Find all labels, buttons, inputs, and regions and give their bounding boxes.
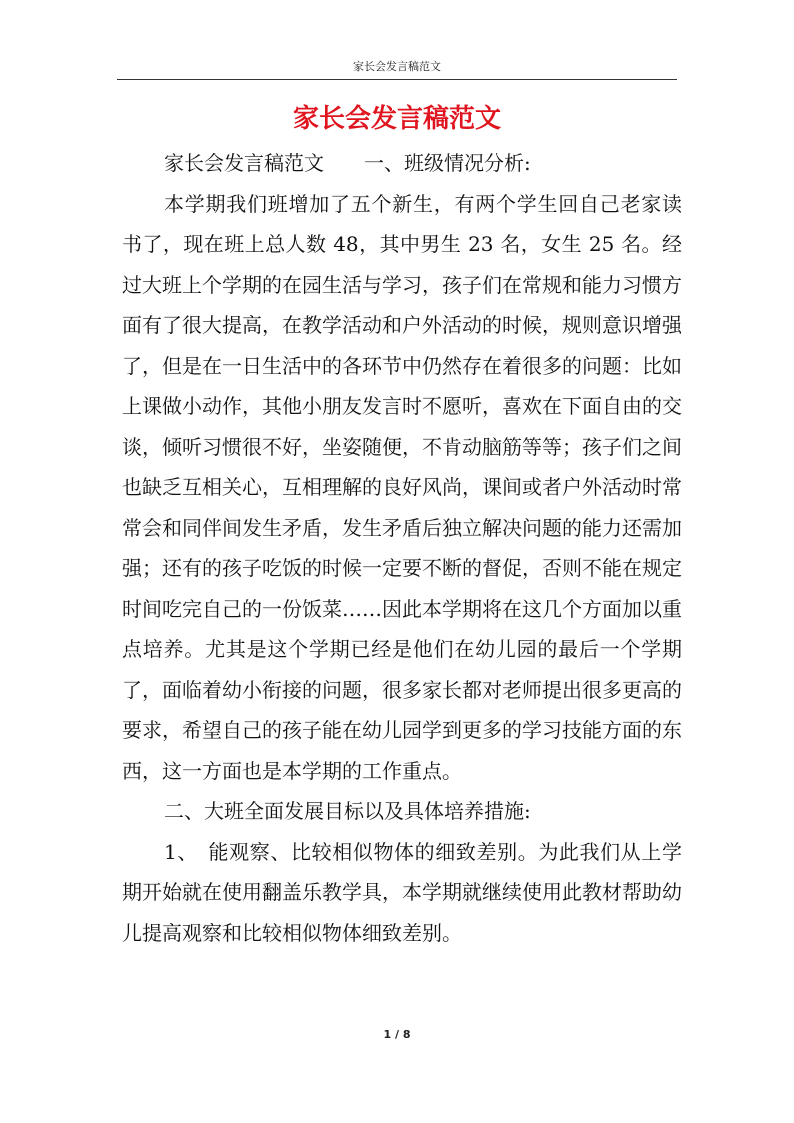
section-heading-paragraph: 二、大班全面发展目标以及具体培养措施: [164, 799, 531, 823]
header-divider [117, 79, 677, 80]
page-number: 1 / 8 [383, 1028, 411, 1041]
running-header: 家长会发言稿范文 [353, 60, 441, 73]
document-body [122, 143, 682, 953]
section-heading-paragraph: 家长会发言稿范文 一、班级情况分析: [164, 151, 531, 175]
class-analysis-paragraph: 本学期我们班增加了五个新生，有两个学生回自己老家读书了，现在班上总人数 48，其中男生 23 名，女生 25 名。经过大班上个学期的在园生活与学习，孩子们在常规和能力习惯方面有了很大提高，在教学活动和户外活动的时候，规则意识增强了，但是在一日生活中的各环节中仍然存在着很多的问题：比如上课做小动作，其他小朋友发言时不愿听，喜欢在下面自由的交谈，倾听习惯很不好，坐姿随便，不肯动脑筋等等；孩子们之间也缺乏互相关心，互相理解的良好风尚，课间或者户外活动时常常会和同伴间发生矛盾，发生矛盾后独立解决问题的能力还需加强；还有的孩子吃饭的时候一定要不断的督促，否则不能在规定时间吃完自己的一份饭菜……因此本学期将在这几个方面加以重点培养。尤其是这个学期已经是他们在幼儿园的最后一个学期了，面临着幼小衔接的问题，很多家长都对老师提出很多更高的要求，希望自己的孩子能在幼儿园学到更多的学习技能方面的东西，这一方面也是本学期的工作重点。 [122, 191, 682, 783]
measure-item-paragraph: 1、 能观察、比较相似物体的细致差别。为此我们从上学期开始就在使用翻盖乐教学具，本学期就继续使用此教材帮助幼儿提高观察和比较相似物体细致差别。 [122, 839, 682, 945]
document-title: 家长会发言稿范文 [292, 104, 501, 134]
